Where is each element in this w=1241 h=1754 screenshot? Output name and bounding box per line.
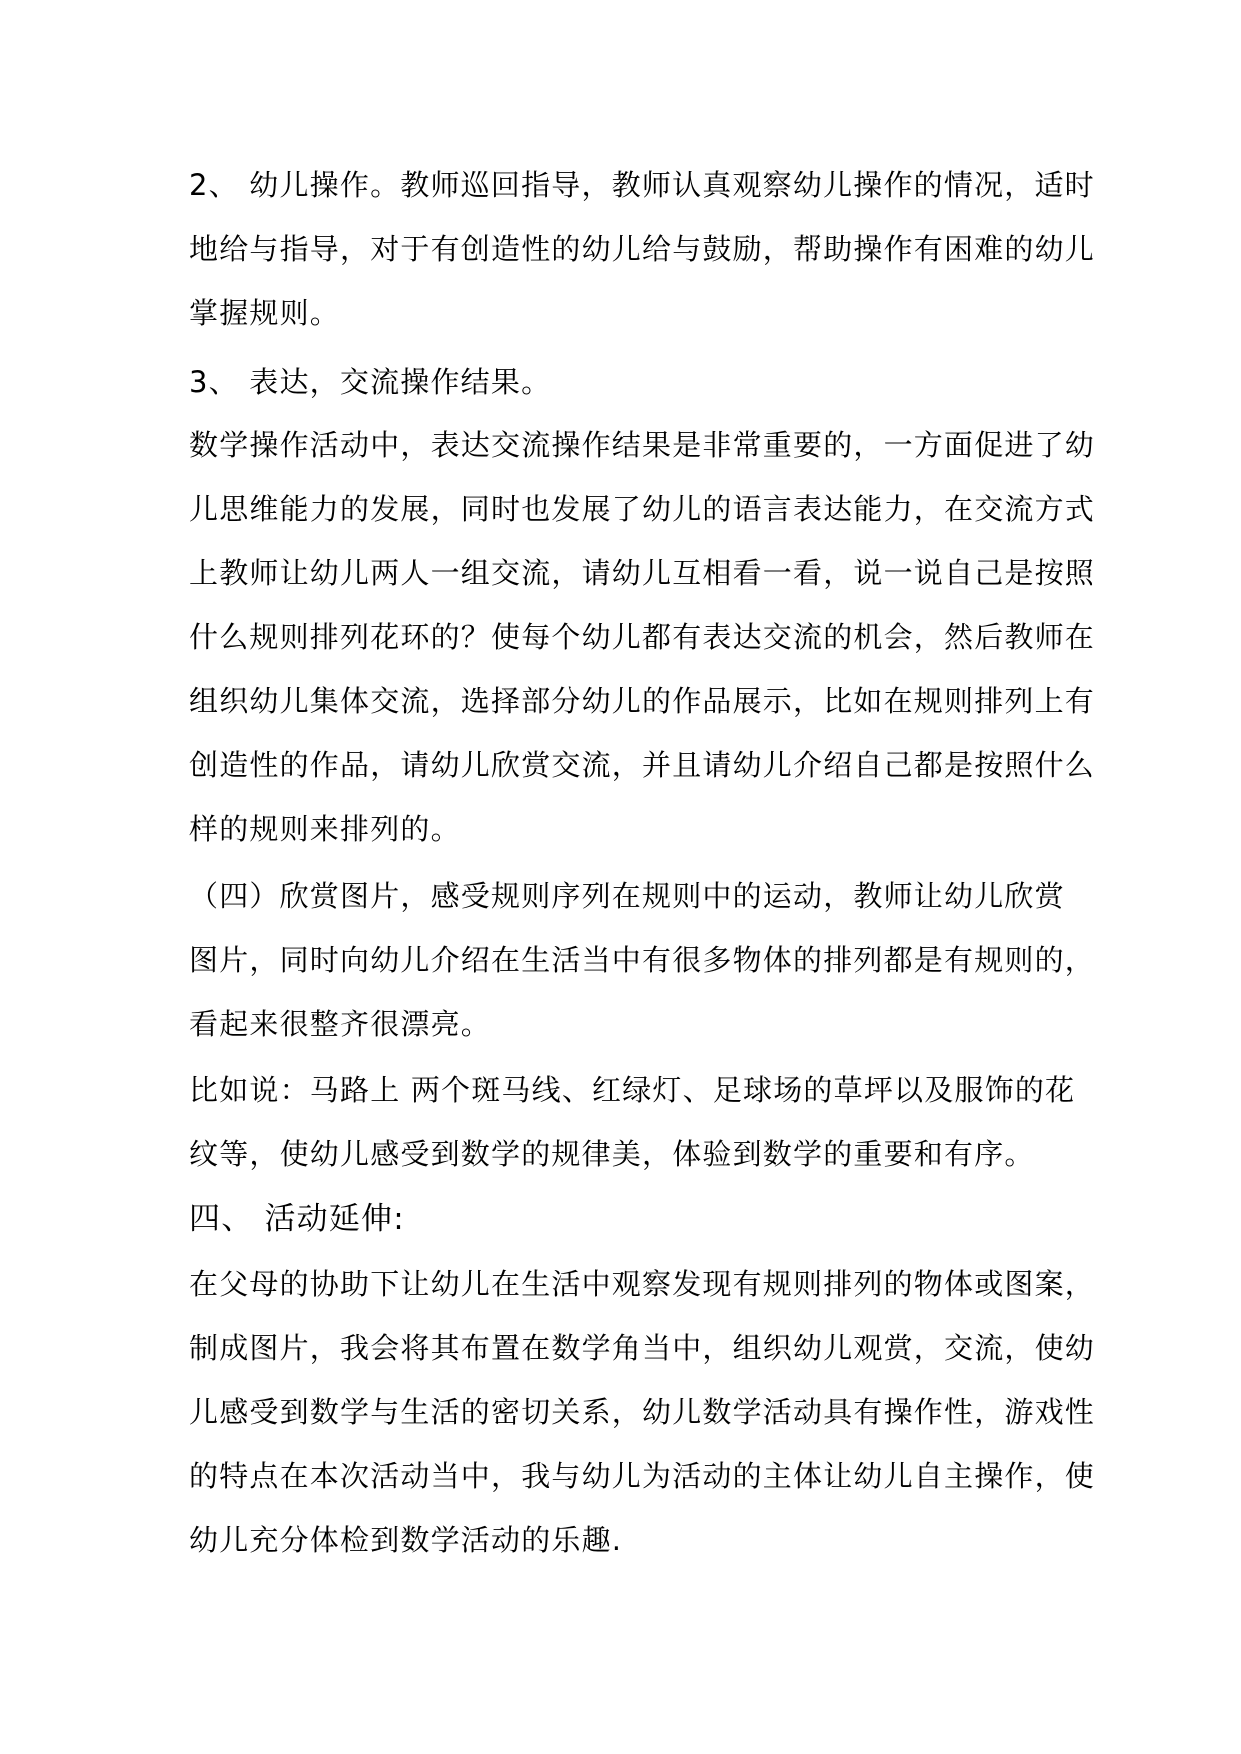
text-line: 创造性的作品，请幼儿欣赏交流，并且请幼儿介绍自己都是按照什么 (189, 748, 1096, 782)
text-line: 什么规则排列花环的？使每个幼儿都有表达交流的机会，然后教师在 (189, 620, 1096, 654)
text-line: 的特点在本次活动当中，我与幼儿为活动的主体让幼儿自主操作，使 (189, 1459, 1096, 1493)
text-line: 2、 幼儿操作。教师巡回指导，教师认真观察幼儿操作的情况，适时 (189, 168, 1095, 202)
text-line: 制成图片，我会将其布置在数学角当中，组织幼儿观赏，交流，使幼 (189, 1331, 1096, 1365)
text-line: 幼儿充分体检到数学活动的乐趣. (189, 1523, 623, 1557)
text-line: 儿感受到数学与生活的密切关系，幼儿数学活动具有操作性，游戏性 (189, 1395, 1096, 1429)
text-line: 掌握规则。 (189, 296, 341, 330)
text-line: （四）欣赏图片，感受规则序列在规则中的运动，教师让幼儿欣赏 (189, 879, 1065, 913)
text-line: 样的规则来排列的。 (189, 812, 461, 846)
text-line: 数学操作活动中，表达交流操作结果是非常重要的，一方面促进了幼 (189, 428, 1096, 462)
section-heading: 四、 活动延伸: (189, 1201, 405, 1237)
text-line: 组织幼儿集体交流，选择部分幼儿的作品展示，比如在规则排列上有 (189, 684, 1096, 718)
text-line: 地给与指导，对于有创造性的幼儿给与鼓励，帮助操作有困难的幼儿 (189, 232, 1096, 266)
text-line: 图片，同时向幼儿介绍在生活当中有很多物体的排列都是有规则的， (189, 943, 1096, 977)
text-line: 在父母的协助下让幼儿在生活中观察发现有规则排列的物体或图案， (189, 1267, 1096, 1301)
text-line: 儿思维能力的发展，同时也发展了幼儿的语言表达能力，在交流方式 (189, 492, 1096, 526)
text-line: 上教师让幼儿两人一组交流，请幼儿互相看一看，说一说自己是按照 (189, 556, 1096, 590)
text-line: 看起来很整齐很漂亮。 (189, 1007, 492, 1041)
text-line: 3、 表达，交流操作结果。 (189, 365, 552, 399)
text-line: 比如说：马路上 两个斑马线、红绿灯、足球场的草坪以及服饰的花 (189, 1073, 1076, 1107)
text-line: 纹等，使幼儿感受到数学的规律美，体验到数学的重要和有序。 (189, 1137, 1035, 1171)
